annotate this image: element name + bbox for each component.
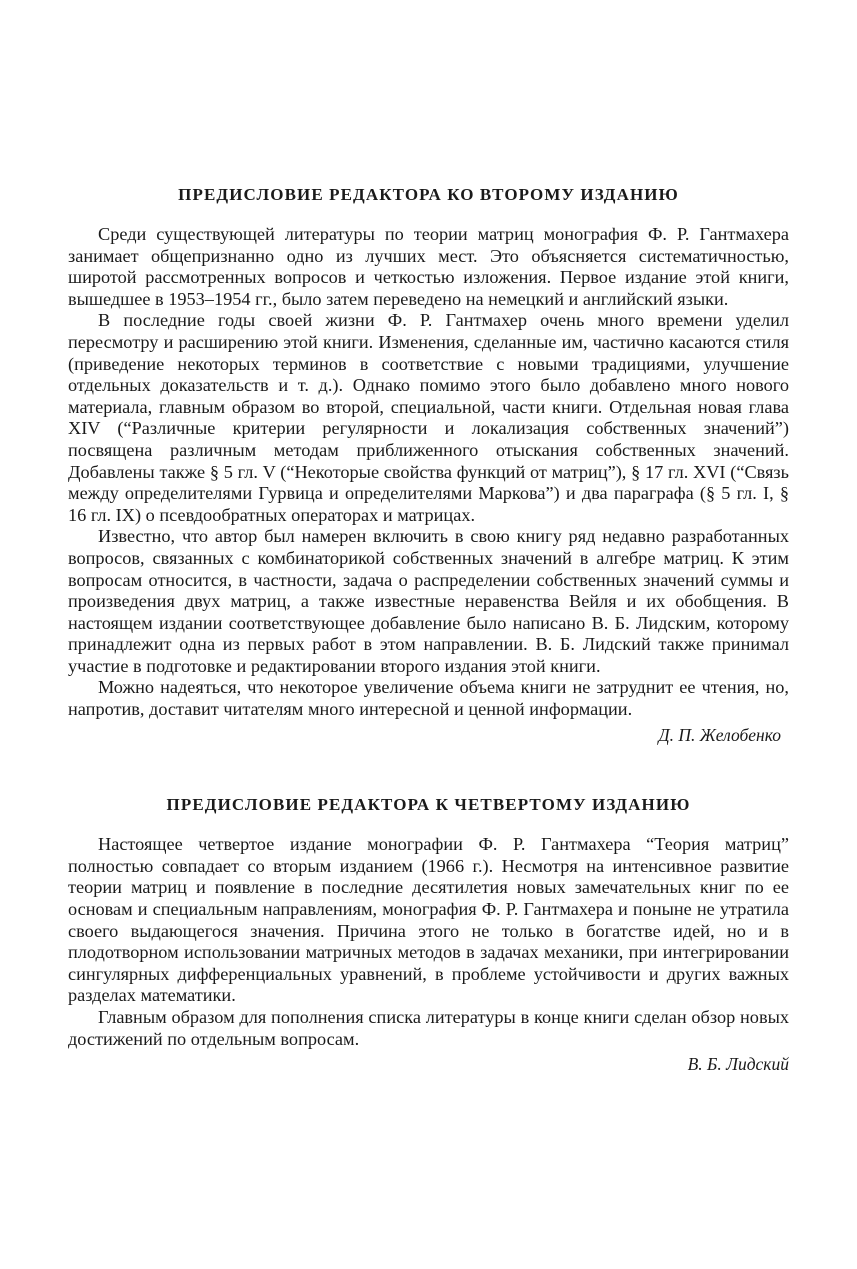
signature: Д. П. Желобенко <box>658 724 781 745</box>
section-title: ПРЕДИСЛОВИЕ РЕДАКТОРА КО ВТОРОМУ ИЗДАНИЮ <box>178 185 679 204</box>
document-page <box>68 185 789 1076</box>
preface-fourth-edition <box>68 795 789 1076</box>
section-title: ПРЕДИСЛОВИЕ РЕДАКТОРА К ЧЕТВЕРТОМУ ИЗДАНИЮ <box>166 795 691 815</box>
paragraph: Главным образом для пополнения списка литературы в конце книги сделан обзор новых достижений по отдельным вопросам. <box>68 1007 789 1049</box>
paragraph: Можно надеяться, что некоторое увеличение объема книги не затруднит ее чтения, но, напротив, доставит читателям много интересной и ценной информации. <box>68 677 789 720</box>
preface-second-edition <box>68 185 789 746</box>
paragraph: Известно, что автор был намерен включить в свою книгу ряд недавно разработанных вопросов, связанных с комбинаторикой собственных значений в алгебре матриц. К этим вопросам относится, в частности, задача о распределении собственных значений суммы и произведения двух матриц, а также известные неравенства Вейля и их обобщения. В настоящем издании соответствующее добавление было написано В. Б. Лидским, которому принадлежит одна из первых работ в этом направлении. В. Б. Лидский также принимал участие в подготовке и редактировании второго издания этой книги. <box>68 526 789 676</box>
paragraph: В последние годы своей жизни Ф. Р. Гантмахер очень много времени уделил пересмотру и расширению этой книги. Изменения, сделанные им, частично касаются стиля (приведение некоторых терминов в соответствие с новыми традициями, улучшение отдельных доказательств и т. д.). Однако помимо этого было добавлено много нового материала, главным образом во второй, специальной, части книги. Отдельная новая глава XIV (“Различные критерии регулярности и локализация собственных значений”) посвящена различным методам приближенного отыскания собственных значений. Добавлены также § 5 гл. V (“Некоторые свойства функций от матриц”), § 17 гл. XVI (“Связь между определителями Гурвица и определителями Маркова”) и два параграфа (§ 5 гл. I, § 16 гл. IX) о псевдообратных операторах и матрицах. <box>68 310 789 525</box>
signature: В. Б. Лидский <box>687 1054 789 1075</box>
paragraph: Среди существующей литературы по теории матриц монография Ф. Р. Гантмахера занимает общепризнанно одно из лучших мест. Это объясняется систематичностью, широтой рассмотренных вопросов и четкостью изложения. Первое издание этой книги, вышедшее в 1953–1954 гг., было затем переведено на немецкий и английский языки. <box>68 224 789 309</box>
paragraph: Настоящее четвертое издание монографии Ф. Р. Гантмахера “Теория матриц” полностью совпадает со вторым изданием (1966 г.). Несмотря на интенсивное развитие теории матриц и появление в последние десятилетия новых замечательных книг по ее основам и специальным направлениям, монография Ф. Р. Гантмахера и поныне не утратила своего выдающегося значения. Причина этого не только в богатстве идей, но и в плодотворном использовании матричных методов в задачах механики, при интегрировании сингулярных дифференциальных уравнений, в проблеме устойчивости и других важных разделах математики. <box>68 834 789 1006</box>
